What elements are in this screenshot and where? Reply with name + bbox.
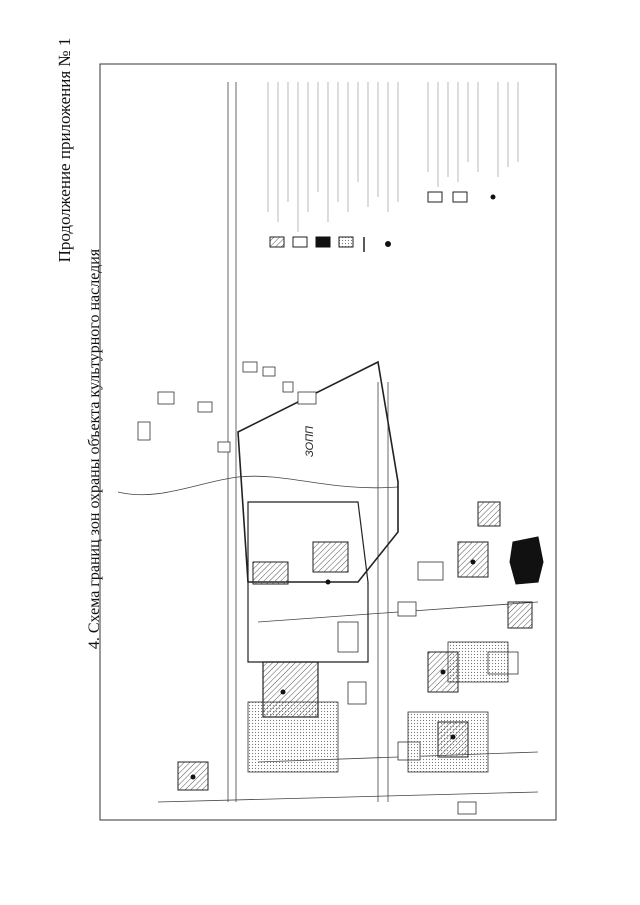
- point-marker-icon: [385, 241, 391, 247]
- heritage-building: [478, 502, 500, 526]
- dotted-swatch-icon: [339, 237, 353, 247]
- outline-swatch-icon: [453, 192, 467, 202]
- point-marker-icon: [491, 195, 496, 200]
- hatched-swatch-icon: [270, 237, 284, 247]
- outline-swatch-icon: [428, 192, 442, 202]
- footer-note: [380, 820, 500, 844]
- zone-label: ЗОПП: [304, 425, 316, 457]
- scheme-title: 4. Схема границ зон охраны объекта культурного наследия: [86, 248, 103, 650]
- appendix-title: Продолжение приложения № 1: [55, 37, 74, 263]
- heritage-building: [508, 602, 532, 628]
- heritage-building: [313, 542, 348, 572]
- map-legend: [268, 82, 518, 252]
- legend-text-lines: [268, 82, 518, 232]
- heritage-building: [253, 562, 288, 584]
- church-object: [510, 537, 543, 584]
- protection-zone-map: [98, 62, 558, 822]
- outline-swatch-icon: [293, 237, 307, 247]
- dark-swatch-icon: [316, 237, 330, 247]
